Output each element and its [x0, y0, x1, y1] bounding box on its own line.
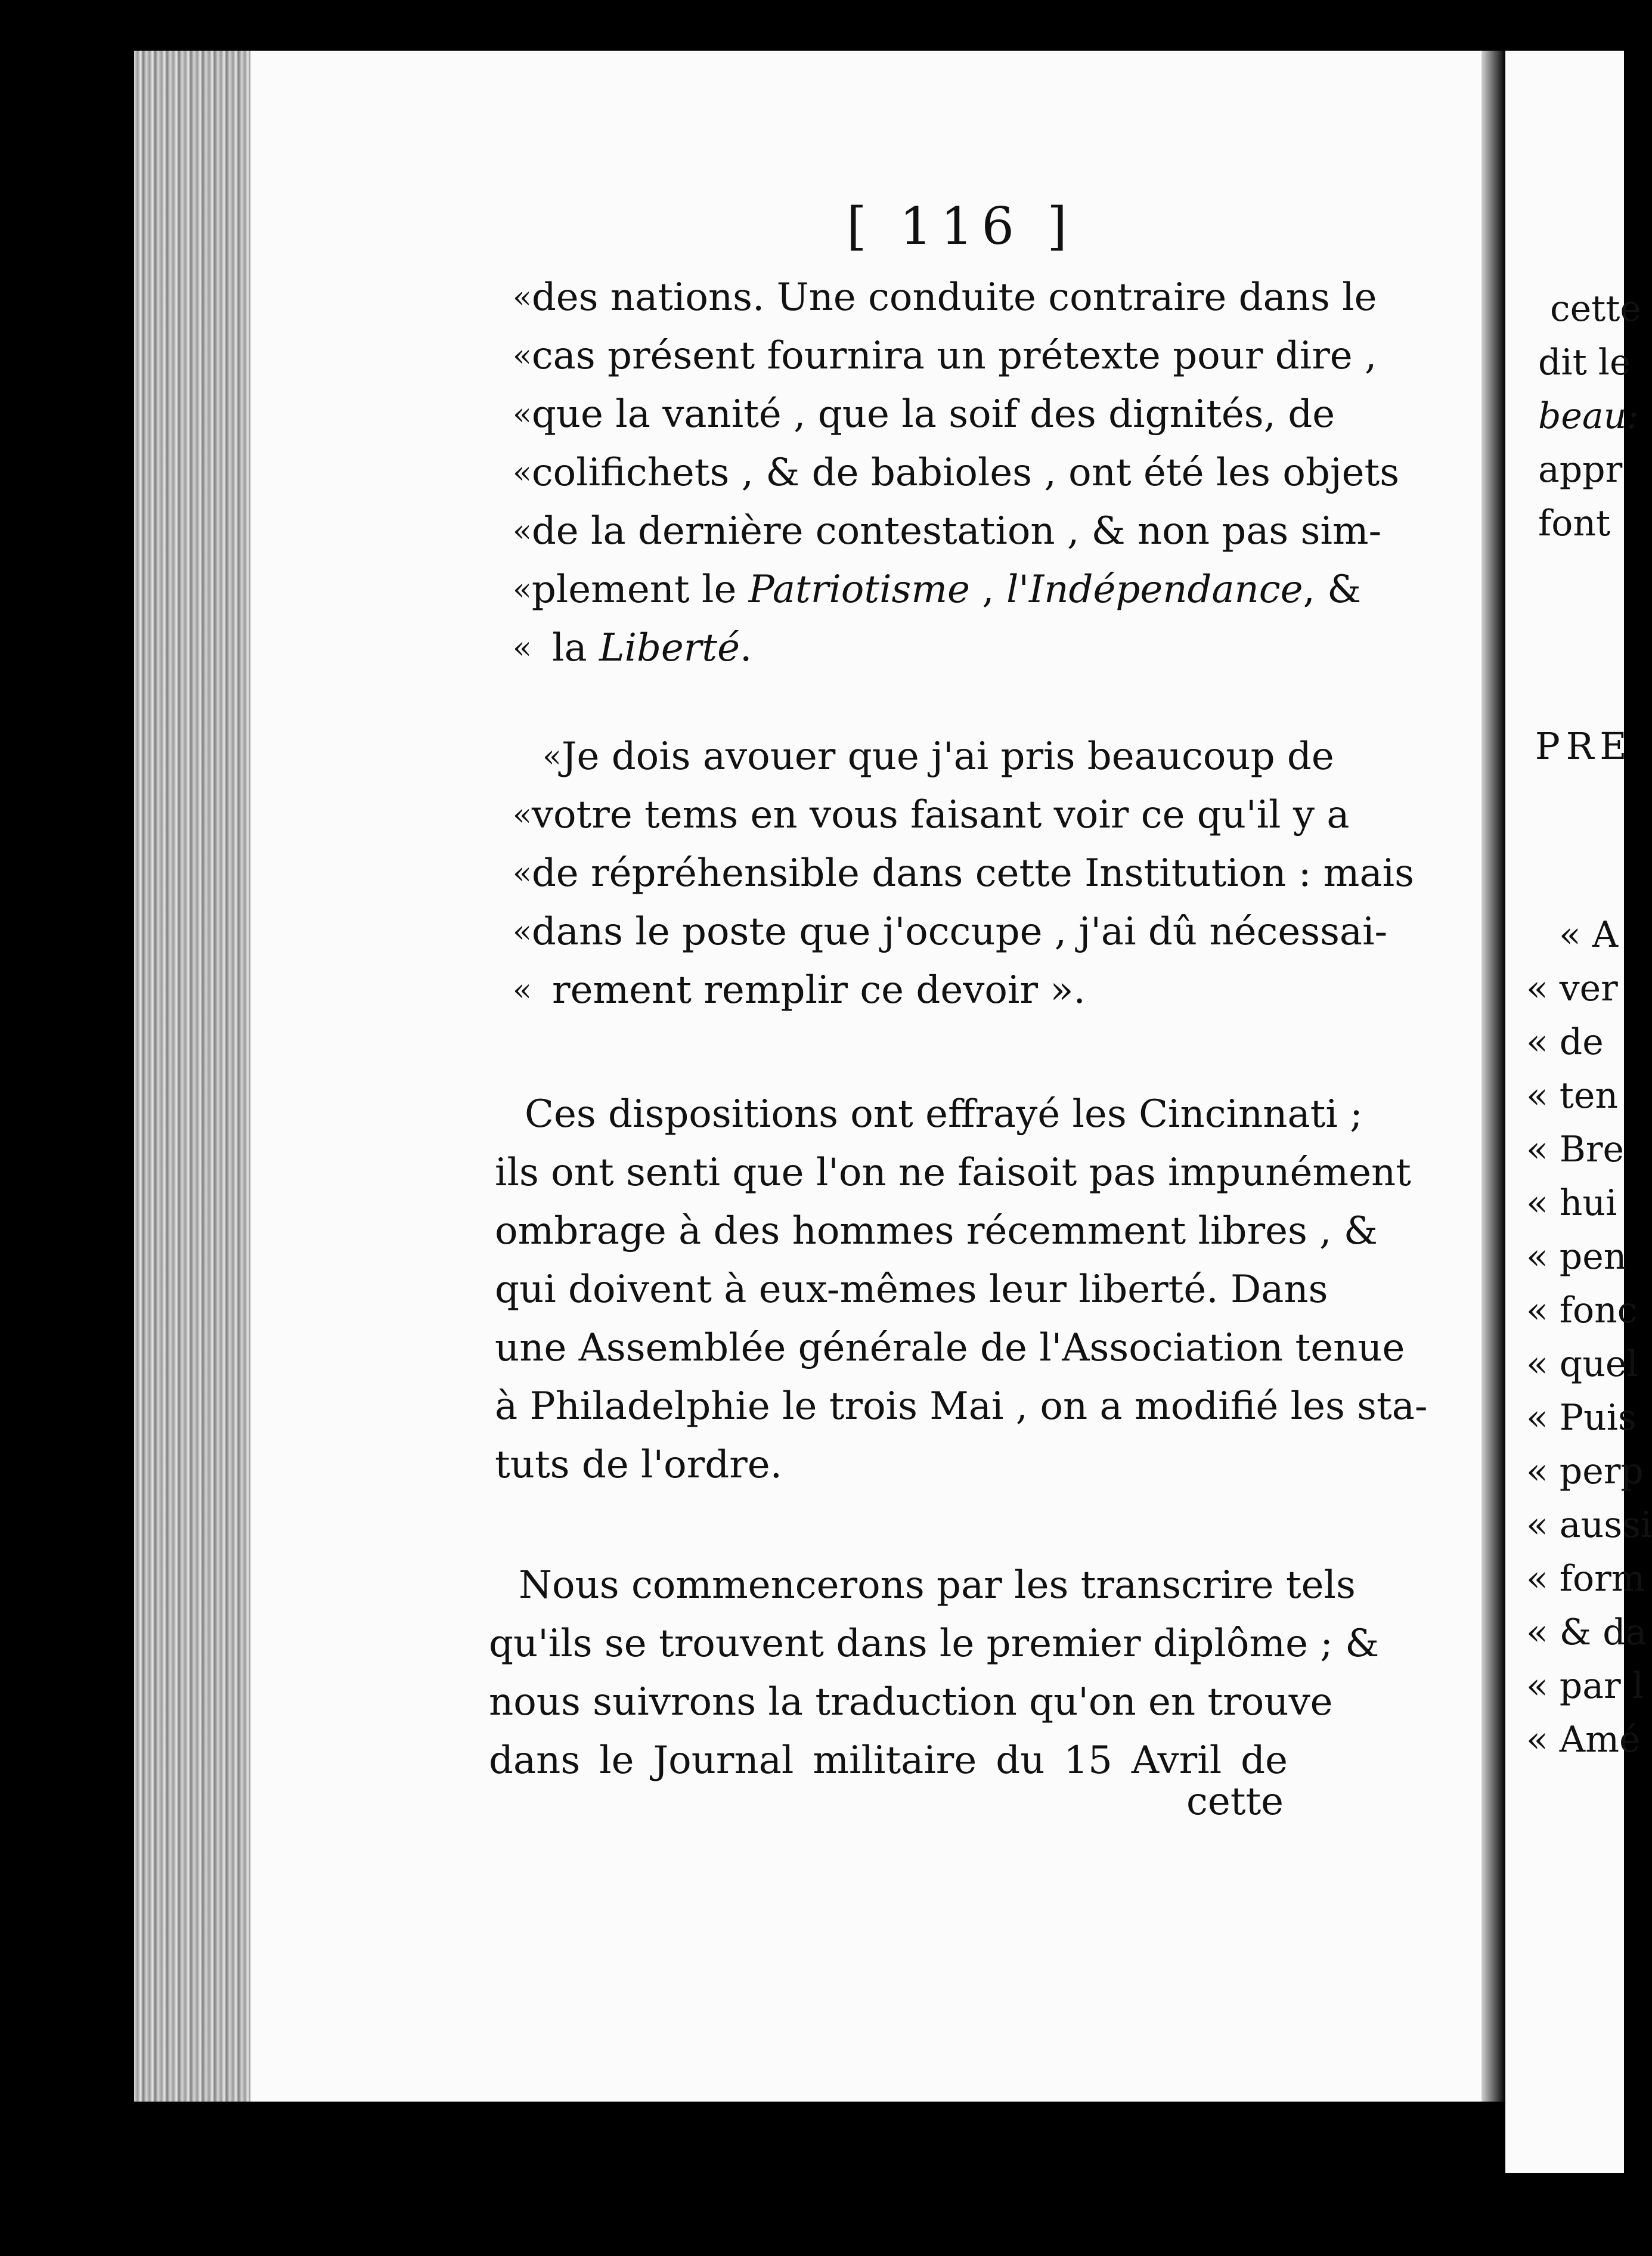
text-line: « plement le Patriotisme , l'Indépendance, & [513, 568, 1362, 612]
italic-term: Patriotisme [748, 568, 970, 612]
book-fore-edge [134, 51, 253, 2102]
right-page-line: font [1538, 503, 1611, 544]
right-page-line: « fonc [1526, 1290, 1638, 1331]
text-line: qui doivent à eux-mêmes leur liberté. Dans [495, 1268, 1328, 1312]
right-page-line: « pen [1526, 1236, 1627, 1278]
paragraph-2 [489, 1556, 1380, 1790]
right-page-line: « quel [1526, 1343, 1638, 1385]
right-page-line: « A [1559, 914, 1619, 956]
text-line: ils ont senti que l'on ne faisoit pas impunément [495, 1151, 1411, 1195]
text-line: « dans le poste que j'occupe , j'ai dû nécessai- [513, 910, 1388, 954]
text-line: nous suivrons la traduction qu'on en trouve [489, 1680, 1333, 1724]
text-line: « que la vanité , que la soif des dignités, de [513, 392, 1335, 436]
right-page-line: « Bre [1526, 1129, 1625, 1170]
right-page-line: « ver [1526, 968, 1618, 1009]
right-page-line: « aussi [1526, 1504, 1652, 1546]
paragraph-1 [495, 1085, 1428, 1494]
page-number: [ 116 ] [847, 197, 1075, 256]
text-line: une Assemblée générale de l'Association tenue [495, 1326, 1405, 1370]
right-page-line: dit le [1538, 342, 1631, 383]
text-line: « de la dernière contestation , & non pas sim- [513, 509, 1382, 553]
right-page-heading: PRE [1535, 724, 1633, 768]
text-line: « cas présent fournira un prétexte pour dire , [513, 334, 1377, 378]
text-line: « de répréhensible dans cette Institution : mais [513, 851, 1414, 895]
right-page-line: « Puis [1526, 1397, 1636, 1439]
text-line: qu'ils se trouvent dans le premier diplôme ; & [489, 1622, 1380, 1666]
right-page-line: beau: [1538, 395, 1639, 437]
text-line: tuts de l'ordre. [495, 1443, 782, 1487]
right-page-line: « hui [1526, 1182, 1617, 1224]
italic-term: l'Indépendance [1006, 568, 1303, 612]
text-line: Nous commencerons par les transcrire tels [519, 1563, 1356, 1607]
right-page-line: cette [1550, 288, 1641, 330]
right-page-line: « form [1526, 1558, 1645, 1600]
text-line: « rement remplir ce devoir ». [513, 968, 1086, 1012]
text-line: dans le Journal militaire du 15 Avril de [489, 1739, 1288, 1783]
text-line: Ces dispositions ont effrayé les Cincinnati ; [525, 1092, 1363, 1136]
quote-block-1 [513, 268, 1400, 677]
text-line: ombrage à des hommes récemment libres , & [495, 1209, 1378, 1253]
right-page-line: « ten [1526, 1075, 1619, 1117]
catchword: cette [1186, 1780, 1284, 1824]
right-page-line: appr [1538, 449, 1623, 491]
right-page-line: « par l [1526, 1665, 1644, 1707]
text-line: à Philadelphie le trois Mai , on a modifié les sta- [495, 1384, 1428, 1428]
text-line: « la Liberté. [513, 626, 752, 670]
book-gutter [1481, 51, 1505, 2102]
right-page-line: « Amé [1526, 1719, 1641, 1761]
text-line: « colifichets , & de babioles , ont été les objets [513, 451, 1400, 495]
right-page-line: « & da [1526, 1612, 1647, 1653]
text-line: « des nations. Une conduite contraire dans le [513, 275, 1377, 320]
right-page-line: « de [1526, 1021, 1604, 1063]
right-page-line: « perp [1526, 1451, 1644, 1492]
text-line: « Je dois avouer que j'ai pris beaucoup de [543, 735, 1334, 779]
text-line: « votre tems en vous faisant voir ce qu'il y a [513, 793, 1350, 837]
italic-term: Liberté [599, 626, 740, 670]
quote-block-2 [513, 727, 1414, 1019]
